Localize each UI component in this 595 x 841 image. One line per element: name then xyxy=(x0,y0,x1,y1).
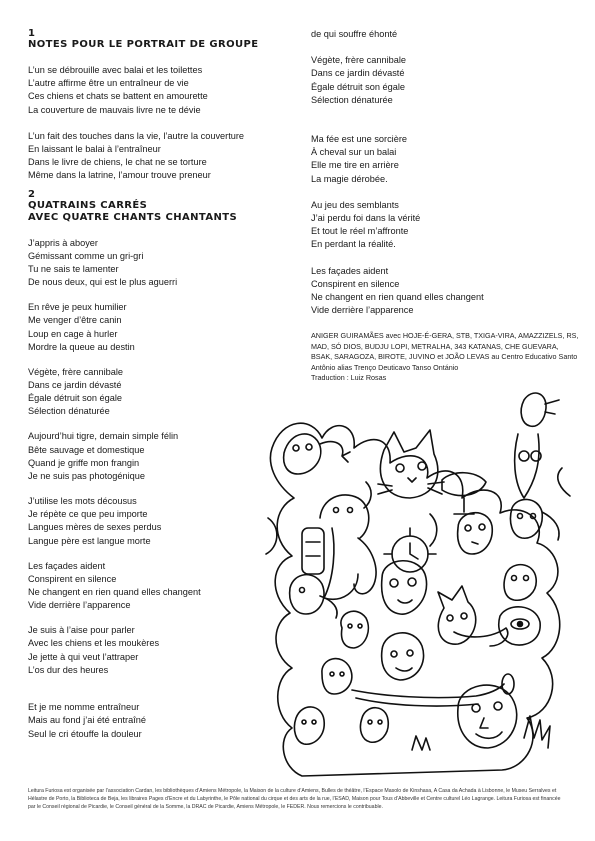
poem-line: Ces chiens et chats se battent en amourette xyxy=(28,91,208,102)
poem-line: Végète, frère cannibale xyxy=(311,55,407,66)
poem-line: Mais au fond j’ai été entraîné xyxy=(28,715,146,726)
left-column xyxy=(28,28,298,741)
poem-line: Ne changent en rien quand elles changent xyxy=(311,292,484,303)
poem-line: Loup en cage à hurler xyxy=(28,328,118,339)
poem-line: Vide derrière l’apparence xyxy=(28,600,131,611)
poem-line: Langue père est langue morte xyxy=(28,535,151,546)
footer-credits: Leitura Furiosa est organisée par l’association Cardan, les bibliothèques d’Amiens Métropole, la Maison de la culture d’Amiens, Bulles de théâtre, l’Espace Masolo de Kinshasa, A Casa da Achada à Lisbonne, le Museu Serralves et Hélastre de Porto, la Biblioteca de Beja, les libraires Pages d’Encre et du Labyrinthe, le Pôle national du cirque et des arts de la rue, l’ESAD, Maison pour Tous d’Abbeville et Centre culturel Léo Lagrange. Leitura Furiosa est financée par le Conseil régional de Picardie, le Conseil général de la Somme, la DRAC de Picardie, Amiens Métropole, le FEDER. Nous remercions le contribuable. xyxy=(28,788,561,810)
poem-line: À cheval sur un balai xyxy=(311,147,397,158)
poem-line: Avec les chiens et les moukères xyxy=(28,638,160,649)
poem-line: De nous deux, qui est le plus aguerri xyxy=(28,277,178,288)
stanza xyxy=(311,265,581,318)
stanza xyxy=(28,430,298,483)
stanza xyxy=(311,54,581,107)
poem-line: Conspirent en silence xyxy=(28,573,117,584)
stanza xyxy=(28,301,298,354)
poem-line: Aujourd’hui tigre, demain simple félin xyxy=(28,431,179,442)
right-column xyxy=(311,28,581,383)
poem-line: Bête sauvage et domestique xyxy=(28,444,145,455)
section-1-poem xyxy=(28,64,298,183)
group-portrait-illustration xyxy=(262,378,574,783)
poem-line: En perdant la réalité. xyxy=(311,239,396,250)
poem-line: Je ne suis pas photogénique xyxy=(28,471,145,482)
poem-line: Ne changent en rien quand elles changent xyxy=(28,587,201,598)
poem-line: Dans ce jardin dévasté xyxy=(311,68,405,79)
poem-line: Sélection dénaturée xyxy=(28,406,110,417)
poem-line: Ma fée est une sorcière xyxy=(311,134,408,145)
poem-line: Les façades aident xyxy=(28,560,106,571)
stanza xyxy=(311,28,581,41)
poem-line: Sélection dénaturée xyxy=(311,94,393,105)
poem-line: L’autre affirme être un entraîneur de vie xyxy=(28,78,189,89)
poem-line: J’appris à aboyer xyxy=(28,237,98,248)
stanza xyxy=(28,366,298,419)
poem-line: L’os dur des heures xyxy=(28,664,109,675)
poem-line: La magie dérobée. xyxy=(311,173,388,184)
translation-credit: Traduction : Luiz Rosas xyxy=(311,373,387,383)
poem-line: J’ai perdu foi dans la vérité xyxy=(311,213,421,224)
poem-line: Me venger d’être canin xyxy=(28,315,122,326)
poem-line: Et je me nomme entraîneur xyxy=(28,702,140,713)
right-column-poem xyxy=(311,28,581,317)
section-2-title-line-1: QUATRAINS CARRÉS xyxy=(28,199,148,211)
stanza xyxy=(28,130,298,183)
poem-line: Vide derrière l’apparence xyxy=(311,305,414,316)
section-2-title-line-2: AVEC QUATRE CHANTS CHANTANTS xyxy=(28,211,238,223)
stanza xyxy=(28,624,298,677)
poem-line: Langues mères de sexes perdus xyxy=(28,522,162,533)
poem-line: La couverture de mauvais livre ne te dévie xyxy=(28,104,201,115)
poem-line: Égale détruit son égale xyxy=(28,393,122,404)
stanza xyxy=(28,701,298,741)
stanza xyxy=(28,237,298,290)
section-1-number: 1 xyxy=(28,28,35,39)
stanza xyxy=(28,64,298,117)
poem-line: Quand je griffe mon frangin xyxy=(28,457,140,468)
poem-line: Tu ne sais te lamenter xyxy=(28,264,119,275)
stanza xyxy=(28,495,298,548)
poem-line: Au jeu des semblants xyxy=(311,199,399,210)
poem-line: Elle me tire en arrière xyxy=(311,160,399,171)
poem-line: J’utilise les mots décousus xyxy=(28,496,137,507)
poem-line: Je suis à l’aise pour parler xyxy=(28,625,135,636)
poem-line: Dans le livre de chiens, le chat ne se torture xyxy=(28,157,207,168)
stanza xyxy=(311,199,581,252)
stanza xyxy=(28,560,298,613)
poem-line: Dans ce jardin dévasté xyxy=(28,380,122,391)
poem-line: Conspirent en silence xyxy=(311,278,400,289)
poem-line: Seul le cri étouffe la douleur xyxy=(28,728,142,739)
poem-line: Végète, frère cannibale xyxy=(28,366,124,377)
credits: ANIGER GUIRAMÃES avec HOJE-É-GERA, STB, TXIGA-VIRA, AMAZZIZELS, RS, MAD, SÓ DIOS, BUDJU LOPI, METRALHA, 343 KATANAS, CHE GUEVARA, BSAK, SARAGOZA, BIROTE, JUVINO et JOÃO LEVAS au Centro Educativo Santo Antônio alias Trenço Deuticavo Tanso Ontánio xyxy=(311,331,579,372)
poem-line: Je jette à qui veut l’attraper xyxy=(28,651,139,662)
poem-line: Les façades aident xyxy=(311,265,389,276)
section-1-title: NOTES POUR LE PORTRAIT DE GROUPE xyxy=(28,39,259,50)
poem-line: Je répète ce que peu importe xyxy=(28,509,148,520)
poem-line: Égale détruit son égale xyxy=(311,81,405,92)
poem-line: En laissant le balai à l’entraîneur xyxy=(28,144,161,155)
poem-line: Et tout le réel m’affronte xyxy=(311,226,409,237)
section-2-poem xyxy=(28,237,298,741)
poem-line: Gémissant comme un gri-gri xyxy=(28,250,144,261)
poem-line: En rêve je peux humilier xyxy=(28,302,127,313)
poem-line: Mordre la queue au destin xyxy=(28,341,135,352)
poem-line: L’un fait des touches dans la vie, l’autre la couverture xyxy=(28,130,245,141)
poem-line: de qui souffre éhonté xyxy=(311,29,398,39)
poem-line: Même dans la latrine, l’amour trouve preneur xyxy=(28,170,211,181)
poem-line: L’un se débrouille avec balai et les toilettes xyxy=(28,65,203,75)
stanza xyxy=(311,133,581,186)
section-2-number: 2 xyxy=(28,188,35,200)
